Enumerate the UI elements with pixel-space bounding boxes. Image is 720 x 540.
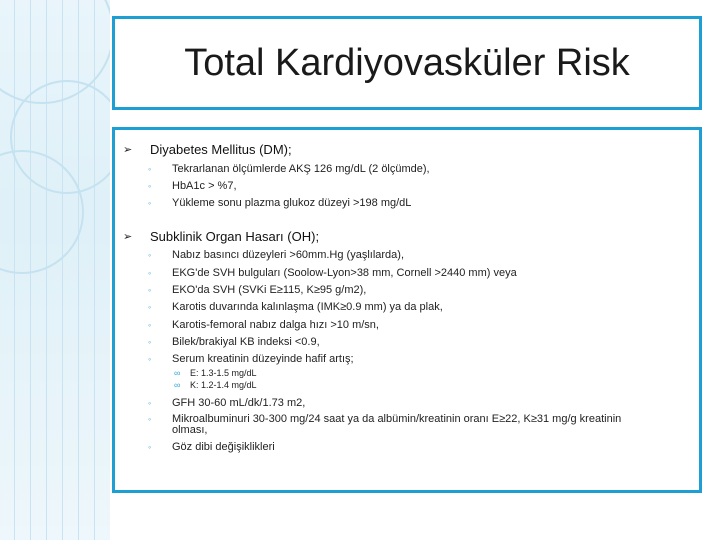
section-heading-oh: Subklinik Organ Hasarı (OH); bbox=[150, 229, 320, 244]
circle-bullet-icon: ◦ bbox=[148, 285, 152, 295]
circle-bullet-icon: ◦ bbox=[148, 442, 152, 452]
title-box bbox=[112, 16, 702, 110]
list-item: Bilek/brakiyal KB indeksi <0.9, bbox=[172, 336, 320, 348]
list-item: GFH 30-60 mL/dk/1.73 m2, bbox=[172, 397, 306, 409]
sub-list-item: E: 1.3-1.5 mg/dL bbox=[190, 368, 257, 378]
list-item: Nabız basıncı düzeyleri >60mm.Hg (yaşlılarda), bbox=[172, 249, 405, 261]
arrow-bullet-icon: ➢ bbox=[123, 144, 133, 156]
list-item: Göz dibi değişiklikleri bbox=[172, 441, 275, 453]
content-box bbox=[112, 127, 702, 493]
circle-bullet-icon: ◦ bbox=[148, 181, 152, 191]
circle-bullet-icon: ◦ bbox=[148, 268, 152, 278]
circle-bullet-icon: ◦ bbox=[148, 398, 152, 408]
list-item: Karotis-femoral nabız dalga hızı >10 m/sn, bbox=[172, 319, 379, 331]
decorative-side-panel bbox=[0, 0, 110, 540]
list-item: HbA1c > %7, bbox=[172, 180, 237, 192]
list-item: Serum kreatinin düzeyinde hafif artış; bbox=[172, 353, 354, 365]
arrow-bullet-icon: ➢ bbox=[123, 231, 133, 243]
circle-bullet-icon: ◦ bbox=[148, 354, 152, 364]
circle-bullet-icon: ◦ bbox=[148, 250, 152, 260]
sub-bullet-icon: ∞ bbox=[174, 380, 181, 390]
slide-title: Total Kardiyovasküler Risk bbox=[184, 42, 630, 84]
circle-bullet-icon: ◦ bbox=[148, 337, 152, 347]
circle-bullet-icon: ◦ bbox=[148, 198, 152, 208]
circle-bullet-icon: ◦ bbox=[148, 302, 152, 312]
sub-bullet-icon: ∞ bbox=[174, 368, 181, 378]
circle-bullet-icon: ◦ bbox=[148, 320, 152, 330]
list-item: EKO'da SVH (SVKi E≥115, K≥95 g/m2), bbox=[172, 284, 367, 296]
circle-bullet-icon: ◦ bbox=[148, 414, 152, 424]
sub-list-item: K: 1.2-1.4 mg/dL bbox=[190, 380, 257, 390]
list-item: Mikroalbuminuri 30-300 mg/24 saat ya da albümin/kreatinin oranı E≥22, K≥31 mg/g kreatinin bbox=[172, 413, 622, 425]
list-item: Tekrarlanan ölçümlerde AKŞ 126 mg/dL (2 ölçümde), bbox=[172, 163, 430, 175]
section-heading-dm: Diyabetes Mellitus (DM); bbox=[150, 142, 292, 157]
list-item: Karotis duvarında kalınlaşma (IMK≥0.9 mm) ya da plak, bbox=[172, 301, 443, 313]
circle-bullet-icon: ◦ bbox=[148, 164, 152, 174]
list-item: Yükleme sonu plazma glukoz düzeyi >198 mg/dL bbox=[172, 197, 412, 209]
list-item-continuation: olması, bbox=[172, 424, 208, 436]
list-item: EKG'de SVH bulguları (Soolow-Lyon>38 mm, Cornell >2440 mm) veya bbox=[172, 267, 517, 279]
